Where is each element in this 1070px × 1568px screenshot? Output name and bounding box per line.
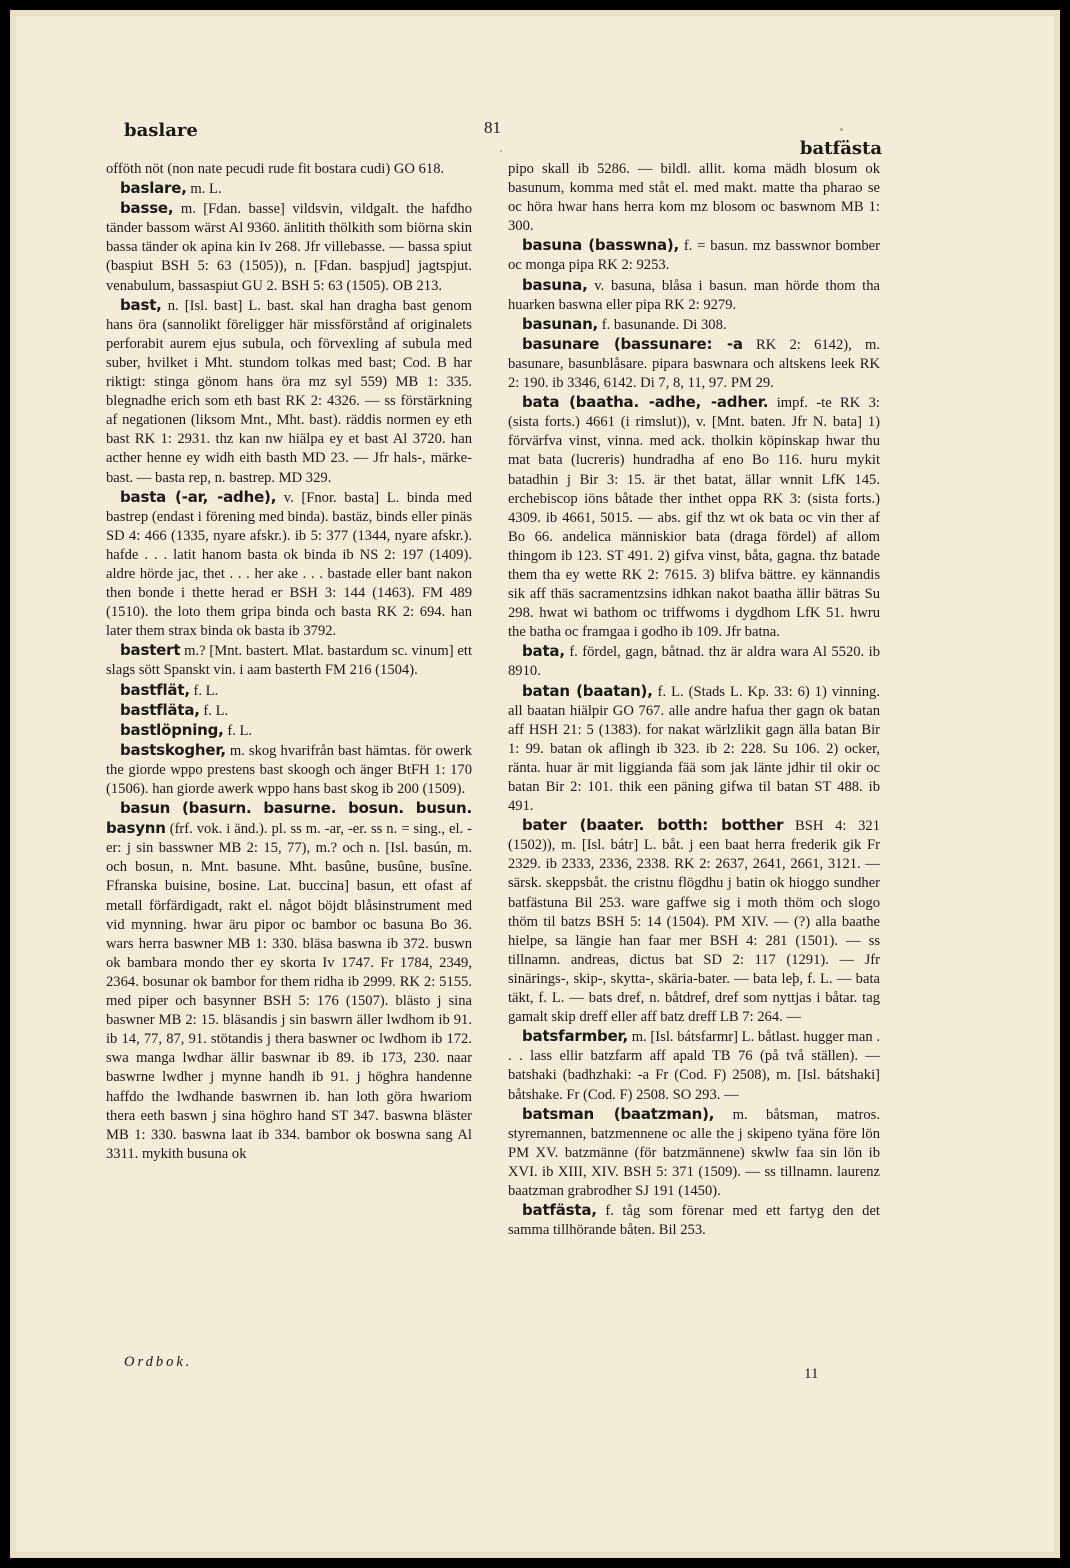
entry-body: m. [Isl. bátsfarmr] L. båtlast. hugger man . . . lass ellir batzfarm aff apald TB 76 (på två ställen). — batshaki (badhzhaki: -a Fr (Cod. F) 2508), m. [Isl. bátshaki] båtshake. Fr (Cod. F) 2508. SO 293. — bbox=[508, 1029, 880, 1103]
entry-body: pipo skall ib 5286. — bildl. allit. koma mädh blosum ok basunum, komma med ståt el. med makt. matte tha pharao se oc höra hwar hans herra kom mz blosom oc baswnom MB 1: 300. bbox=[508, 161, 880, 235]
entry-headword: bastlöpning, bbox=[120, 720, 224, 739]
scan-speck bbox=[500, 150, 502, 152]
entry-headword: baslare, bbox=[120, 179, 187, 198]
sheet-number: 11 bbox=[804, 1366, 819, 1382]
dictionary-entry bbox=[508, 160, 880, 236]
entry-body: f. = basun. mz basswnor bomber oc monga pipa RK 2: 9253. bbox=[508, 238, 880, 274]
entry-body: f. fördel, gagn, båtnad. thz är aldra wara Al 5520. ib 8910. bbox=[508, 644, 880, 680]
left-column bbox=[106, 160, 472, 1164]
entry-body: f. basunande. Di 308. bbox=[601, 316, 727, 333]
dictionary-entry bbox=[508, 335, 880, 393]
entry-headword: batfästa, bbox=[522, 1201, 597, 1220]
dictionary-entry bbox=[106, 741, 472, 799]
entry-body: f. L. bbox=[203, 702, 229, 719]
entry-headword: bata (baatha. -adhe, -adher. bbox=[522, 393, 769, 412]
entry-headword: batan (baatan), bbox=[522, 681, 653, 700]
dictionary-entry bbox=[508, 1027, 880, 1104]
dictionary-entry bbox=[508, 315, 880, 335]
entry-body: f. L. bbox=[193, 682, 219, 699]
page-header bbox=[112, 118, 882, 158]
entry-headword: basunare (bassunare: -a bbox=[522, 334, 743, 353]
entry-body: m. [Fdan. basse] vildsvin, vildgalt. the hafdho tänder bassom wärst Al 9360. änlitith thölkith som biörna skin bassa tänder ok apina kin Iv 268. Jfr villebasse. — bassa spiut (baspiut BSH 5: 63 (1505)), n. [Fdan. baspjud] jagtspjut. venabulum, bassaspiut GU 2. BSH 5: 63 (1505). OB 213. bbox=[106, 201, 472, 294]
entry-headword: basse, bbox=[120, 199, 174, 218]
dictionary-entry bbox=[106, 179, 472, 199]
dictionary-entry bbox=[106, 799, 472, 1164]
entry-headword: basuna, bbox=[522, 275, 588, 294]
dictionary-entry bbox=[106, 488, 472, 642]
dictionary-entry bbox=[508, 236, 880, 275]
entry-body: f. L. bbox=[227, 722, 253, 739]
entry-body: v. basuna, blåsa i basun. man hörde thom tha huarken baswna eller pipa RK 2: 9279. bbox=[508, 277, 880, 313]
entry-headword: bastert bbox=[120, 641, 181, 660]
dictionary-entry bbox=[508, 682, 880, 817]
entry-body: n. [Isl. bast] L. bast. skal han dragha bast genom hans öra (sannolikt föreligger här missförstånd af originalets perforabit aurem ejus subula, och förvexling af subula med suber, hvilket i Mht. stundom tolkas med bast; Cod. B har riktigt: stinga gönom hans öra mz syl 559) MB 1: 335. blegnadhe erich som eth bast RK 2: 4326. — ss förstärkning af negationen (liksom Mnt., Mht. bast). räddis normen ey eth bast RK 1: 2931. thz kan nw hiälpa ey et bast Al 3720. han acther henne ey widh eith basth MD 23. — Jfr hals-, märke-bast. — basta rep, n. bastrep. MD 329. bbox=[106, 297, 473, 486]
entry-headword: basuna (basswna), bbox=[522, 236, 680, 255]
dictionary-entry bbox=[508, 1201, 880, 1240]
entry-body: (frf. vok. i änd.). pl. ss m. -ar, -er. ss n. = sing., el. -er: j sin basswner MB 2: 15, 77), m.? och n. [Isl. basún, m. och bosun, n. Mnt. basune. Mht. basûne, busûne, busîne. Ffranska buisine, bosine. Lat. buccina] basun, ett ofast af metall förfärdigadt, rakt el. något böjdt blåsinstrument med vid mynning. hwar äru pipor oc bambor oc basuna Bo 36. wars herra baswner MB 1: 330. bläsa baswna ib 372. buswn ok bambara mondo ther ey skorta Iv 1747. Fr 1784, 2349, 2364. bosunar ok bambor for them ridha ib 2999. RK 2: 5155. med piper och basynner BSH 5: 176 (1507). blästo j sina baswner MB 2: 15. bläsandis j sin baswrn äller lwdhom ib 91. ib 14, 77, 87, 91. stötandis j thera baswner oc lwdhom ib 172. swa manga lwdhar ällir baswnar ib 89. ib 173, 230. naar baswrne lwdher j mynne handh ib 91. j höghra handenne haffdo the lwdhande baswrnen ib. han loth göra hwariom thera eeth baswn j sina höghro hand ST 347. baswna bläster MB 1: 330. baswna laat ib 334. bambor ok boswna sang Al 3311. mykith busuna ok bbox=[106, 821, 472, 1162]
entry-body: m.? [Mnt. bastert. Mlat. bastardum sc. vinum] ett slags sött Spanskt vin. i aam basterth FM 216 (1504). bbox=[106, 643, 473, 679]
right-running-headword: batfästa bbox=[799, 138, 882, 159]
entry-body: m. skog hvarifrån bast hämtas. för owerk the giorde wppo prestens bast skoogh och änger BtFH 1: 170 (1506). han giorde awerk wppo hans bast skog ib 200 (1509). bbox=[106, 742, 472, 797]
right-column bbox=[508, 160, 880, 1240]
entry-headword: bater (baater. botth: botther bbox=[522, 816, 784, 835]
dictionary-entry bbox=[508, 816, 880, 1027]
entry-headword: batsman (baatzman), bbox=[522, 1104, 715, 1123]
entry-body: f. tåg som förenar med ett fartyg den det samma tillhörande båten. Bil 253. bbox=[508, 1203, 880, 1239]
entry-body: offöth nöt (non nate pecudi rude fit bostara cudi) GO 618. bbox=[106, 161, 445, 177]
dictionary-entry bbox=[508, 276, 880, 315]
dictionary-entry bbox=[106, 721, 472, 741]
dictionary-entry bbox=[106, 160, 472, 179]
entry-body: BSH 4: 321 (1502)), m. [Isl. bátr] L. båt. j een baat herra frederik gik Fr 2329. ib 2333, 2336, 2338. RK 2: 2637, 2641, 2661, 3121. — särsk. skeppsbåt. the cristnu flögdhu j batin ok hioggo sundher batfästuna Bil 253. ware gaffwe sig i moth thöm och slogo thöm til batzs BSH 5: 14 (1504). PM XIV. — (?) alla baathe hielpe, sa längie han faar mer BSH 4: 281 (1501). — ss tillnamn. andreas, dictus bat SD 2: 117 (1291). — Jfr sinärings-, skip-, skytta-, skäria-bater. — bata leþ, f. L. — bata täkt, f. L. — bats dref, n. båtdref, dref som nyttjas i båtar. tag gamalt skip dreff eller aff batz dreff LB 7: 264. — bbox=[508, 818, 880, 1026]
printer-signature: Ordbok. bbox=[124, 1354, 193, 1370]
dictionary-entry bbox=[106, 296, 472, 488]
entry-body: f. L. (Stads L. Kp. 33: 6) 1) vinning. all baatan hiälpir GO 767. alle andre hafua ther gagn ok batan aff HSH 21: 5 (1383). for nakat wärlzlikit gagn älla batan Bir 1: 99. batan ok aflingh ib 323. ib 2: 228. Su 106. 2) ocker, ränta. huar är mit liggianda fää som jak länte jdhir til okir oc batan Bir 2: 101. thik een päning gifwa til batan ST 488. ib 491. bbox=[508, 683, 881, 815]
page-number: 81 bbox=[484, 118, 501, 137]
scan-speck bbox=[840, 128, 843, 131]
entry-headword: bastfläta, bbox=[120, 700, 200, 719]
entry-body: RK 2: 6142), m. basunare, basunblåsare. pipara baswnara och altskens leek RK 2: 190. ib 3346, 6142. Di 7, 8, 11, 97. PM 29. bbox=[508, 336, 880, 392]
dictionary-entry bbox=[508, 393, 880, 642]
entry-headword: bast, bbox=[120, 295, 162, 314]
entry-headword: bata, bbox=[522, 642, 565, 661]
entry-headword: basta (-ar, -adhe), bbox=[120, 487, 277, 506]
entry-headword: basun (basurn. basurne. bosun. busun. basynn bbox=[106, 799, 472, 838]
entry-body: m. båtsman, matros. styremannen, batzmennene oc alle the j skipeno tyäna före lön PM XV. batzmänne (för batzmännene) skwlw faa sin lön ib XVI. ib XIII, XIV. BSH 5: 371 (1509). — ss tillnamn. laurenz baatzman grabrodher SJ 191 (1450). bbox=[508, 1106, 880, 1199]
dictionary-entry bbox=[508, 1105, 880, 1201]
dictionary-entry bbox=[106, 681, 472, 701]
entry-body: m. L. bbox=[190, 181, 222, 198]
entry-headword: batsfarmber, bbox=[522, 1027, 629, 1046]
dictionary-entry bbox=[106, 199, 472, 295]
dictionary-entry bbox=[508, 642, 880, 681]
entry-body: v. [Fnor. basta] L. binda med bastrep (endast i förening med binda). bastäz, binds eller pinäs SD 4: 466 (1335, nyare afskr.). ib 5: 377 (1344, nyare afskr.). hafde . . . latit hanom basta ok binda ib NS 2: 197 (1409). aldre hörde jac, thet . . . her ake . . . bastade eller bant nakon then bonde i thette herad er BSH 3: 144 (1463). FM 489 (1510). the loto them gripa binda och basta RK 2: 694. han later them strax binda ok basta ib 3792. bbox=[106, 489, 472, 640]
entry-headword: bastflät, bbox=[120, 680, 190, 699]
dictionary-entry bbox=[106, 641, 472, 680]
left-running-headword: baslare bbox=[124, 120, 198, 141]
entry-headword: basunan, bbox=[522, 314, 599, 333]
entry-headword: bastskogher, bbox=[120, 740, 226, 759]
entry-body: impf. -te RK 3: (sista forts.) 4661 (i rimslut)), v. [Mnt. baten. Jfr N. bata] 1) förvärfva vinst, vinna. med ack. tholkin köpinskap hwar thu mat bata (lucreris) hundradha af eno Bo 116. huru mykit batadhin j Bir 3: 15. är thet batat, ällar wnnit LfK 145. erchebiscop iöns båtade ther inthet oppa RK 3: (sista forts.) 4309. ib 4661, 5015. — abs. gif thz wt ok bata oc vin ther af Bo 66. andelica människior bata (draga fördel) af allom thingom ib 123. ST 491. 2) gifva vinst, båta, gagna. thz batade them tha ey wette RK 2: 7615. 3) blifva bättre. ey kännandis sik aff thäs sacramentzsins idhkan nakot baatha ällir bätras Su 298. hwat wi bathom oc triffwoms i dygdhom LfK 51. hwru the batha oc framgaa i godho ib 109. Jfr batna. bbox=[508, 395, 880, 641]
dictionary-entry bbox=[106, 701, 472, 721]
